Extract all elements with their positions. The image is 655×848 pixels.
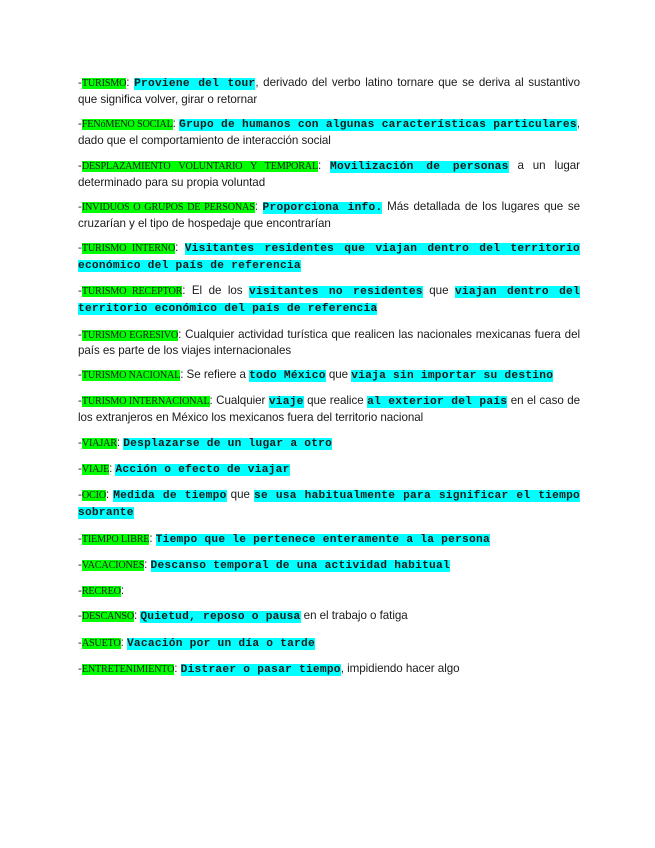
entry-colon: :: [182, 284, 186, 298]
entry-term: VACACIONES: [81, 559, 145, 571]
entry-colon: :: [254, 199, 258, 213]
highlighted-definition: Movilización de personas: [330, 160, 509, 173]
entry-colon: :: [209, 394, 213, 408]
entry-term: OCIO: [81, 490, 106, 502]
entry-colon: :: [144, 557, 148, 571]
entry-term: TURISMO: [81, 78, 127, 89]
definition-text: Cualquier actividad turística que realicen las nacionales mexicanas fuera del país es parte de los viajes internacionales: [78, 327, 580, 357]
entry-dash: -: [78, 609, 82, 623]
definition-text: Más detallada de los lugares que se cruzarían y el tipo de hospedaje que encontrarían: [78, 199, 581, 230]
highlighted-definition: Tiempo que le pertenece enteramente a la persona: [155, 533, 490, 546]
entry-term: TURISMO NACIONAL: [81, 370, 181, 382]
definition-text: El de los: [185, 284, 250, 298]
entry-colon: :: [120, 635, 124, 649]
definition-text: , dado que el comportamiento de interacción social: [78, 117, 580, 148]
definition-entry: [78, 661, 580, 678]
entry-dash: -: [78, 435, 82, 449]
definition-list: [78, 75, 580, 687]
definition-text: que: [422, 284, 455, 298]
highlighted-definition: viaja sin importar su destino: [351, 370, 554, 383]
entry-colon: :: [120, 584, 124, 598]
definition-text: Cualquier: [212, 394, 269, 408]
entry-term: RECREO: [81, 586, 121, 598]
definition-entry: [78, 487, 580, 521]
entry-colon: :: [180, 368, 184, 382]
highlighted-definition: Visitantes residentes que viajan dentro del territorio económico del país de referencia: [78, 243, 580, 273]
definition-entry: [78, 461, 580, 478]
entry-dash: -: [78, 76, 82, 89]
entry-term: TURISMO INTERNO: [81, 243, 176, 255]
definition-text: , impidiendo hacer algo: [340, 662, 460, 676]
definition-entry: [78, 367, 580, 384]
definition-entry: [78, 393, 580, 425]
entry-colon: :: [317, 158, 322, 172]
highlighted-definition: viajan dentro del territorio económico del país de referencia: [78, 286, 580, 316]
entry-term: TURISMO INTERNACIONAL: [81, 396, 210, 408]
entry-dash: -: [78, 117, 82, 131]
entry-dash: -: [78, 584, 82, 598]
definition-entry: [78, 435, 580, 452]
definition-entry: [78, 116, 580, 148]
entry-dash: -: [78, 241, 82, 255]
entry-term: INVIDUOS O GRUPOS DE PERSONAS: [81, 201, 255, 213]
highlighted-definition: Medida de tiempo: [113, 490, 227, 503]
highlighted-definition: Desplazarse de un lugar a otro: [123, 437, 333, 450]
entry-dash: -: [78, 531, 82, 545]
definition-entry: [78, 557, 580, 574]
entry-dash: -: [78, 662, 82, 676]
definition-text: que: [325, 368, 352, 382]
entry-colon: :: [105, 488, 110, 502]
definition-entry: [78, 199, 580, 231]
entry-colon: :: [172, 117, 176, 131]
entry-dash: -: [78, 327, 82, 341]
entry-dash: -: [78, 199, 82, 213]
highlighted-definition: Distraer o pasar tiempo: [180, 664, 341, 677]
highlighted-definition: Proviene del tour: [134, 78, 256, 90]
entry-colon: :: [116, 435, 121, 449]
entry-colon: :: [126, 76, 130, 89]
highlighted-definition: se usa habitualmente para significar el tiempo sobrante: [78, 490, 581, 520]
entry-dash: -: [78, 158, 82, 172]
entry-colon: :: [109, 461, 113, 475]
highlighted-definition: Vacación por un día o tarde: [126, 637, 315, 650]
entry-colon: :: [149, 531, 153, 545]
highlighted-definition: Grupo de humanos con algunas características particulares: [179, 119, 577, 132]
definition-text: en el trabajo o fatiga: [300, 609, 408, 623]
definition-entry: [78, 283, 580, 317]
entry-term: TURISMO RECEPTOR: [81, 286, 183, 298]
definition-text: que realice: [303, 394, 368, 408]
entry-colon: :: [174, 662, 178, 676]
highlighted-definition: Quietud, reposo o pausa: [140, 611, 301, 624]
definition-entry: [78, 158, 580, 190]
definition-entry: [78, 75, 580, 107]
entry-term: TIEMPO LIBRE: [81, 533, 150, 545]
definition-entry: [78, 531, 580, 548]
entry-dash: -: [78, 284, 82, 298]
entry-term: ENTRETENIMIENTO: [81, 664, 175, 676]
entry-term: VIAJE: [81, 463, 110, 475]
highlighted-definition: al exterior del país: [367, 396, 508, 409]
highlighted-definition: visitantes no residentes: [249, 286, 423, 299]
entry-term: ASUETO: [81, 637, 121, 649]
highlighted-definition: Acción o efecto de viajar: [115, 463, 290, 476]
entry-term: DESPLAZAMIENTO VOLUNTARIO Y TEMPORAL: [81, 160, 318, 172]
entry-colon: :: [178, 327, 182, 341]
highlighted-definition: Descanso temporal de una actividad habitual: [150, 559, 450, 572]
highlighted-definition: viaje: [268, 396, 304, 409]
entry-colon: :: [175, 241, 179, 255]
highlighted-definition: Proporciona info.: [262, 201, 383, 214]
entry-dash: -: [78, 461, 82, 475]
definition-text: Se refiere a: [183, 368, 250, 382]
entry-term: DESCANSO: [81, 611, 134, 623]
entry-colon: :: [134, 609, 138, 623]
definition-text: , derivado del verbo latino tornare que se deriva al sustantivo que significa volver, girar o retornar: [78, 76, 580, 106]
entry-term: FENóMENO SOCIAL: [81, 119, 173, 131]
definition-entry: [78, 327, 580, 358]
entry-dash: -: [78, 635, 82, 649]
highlighted-definition: todo México: [249, 370, 326, 383]
entry-dash: -: [78, 488, 82, 502]
definition-entry: [78, 240, 580, 274]
entry-term: VIAJAR: [81, 437, 117, 449]
definition-text: que: [226, 488, 254, 502]
definition-text: a un lugar determinado para su propia voluntad: [78, 158, 580, 189]
definition-text: en el caso de los extranjeros en México los mexicanos fuera del territorio nacional: [78, 394, 580, 425]
definition-entry: [78, 583, 580, 599]
entry-term: TURISMO EGRESIVO: [81, 329, 179, 341]
entry-dash: -: [78, 557, 82, 571]
definition-entry: [78, 635, 580, 652]
entry-dash: -: [78, 394, 82, 408]
entry-dash: -: [78, 368, 82, 382]
definition-entry: [78, 608, 580, 625]
